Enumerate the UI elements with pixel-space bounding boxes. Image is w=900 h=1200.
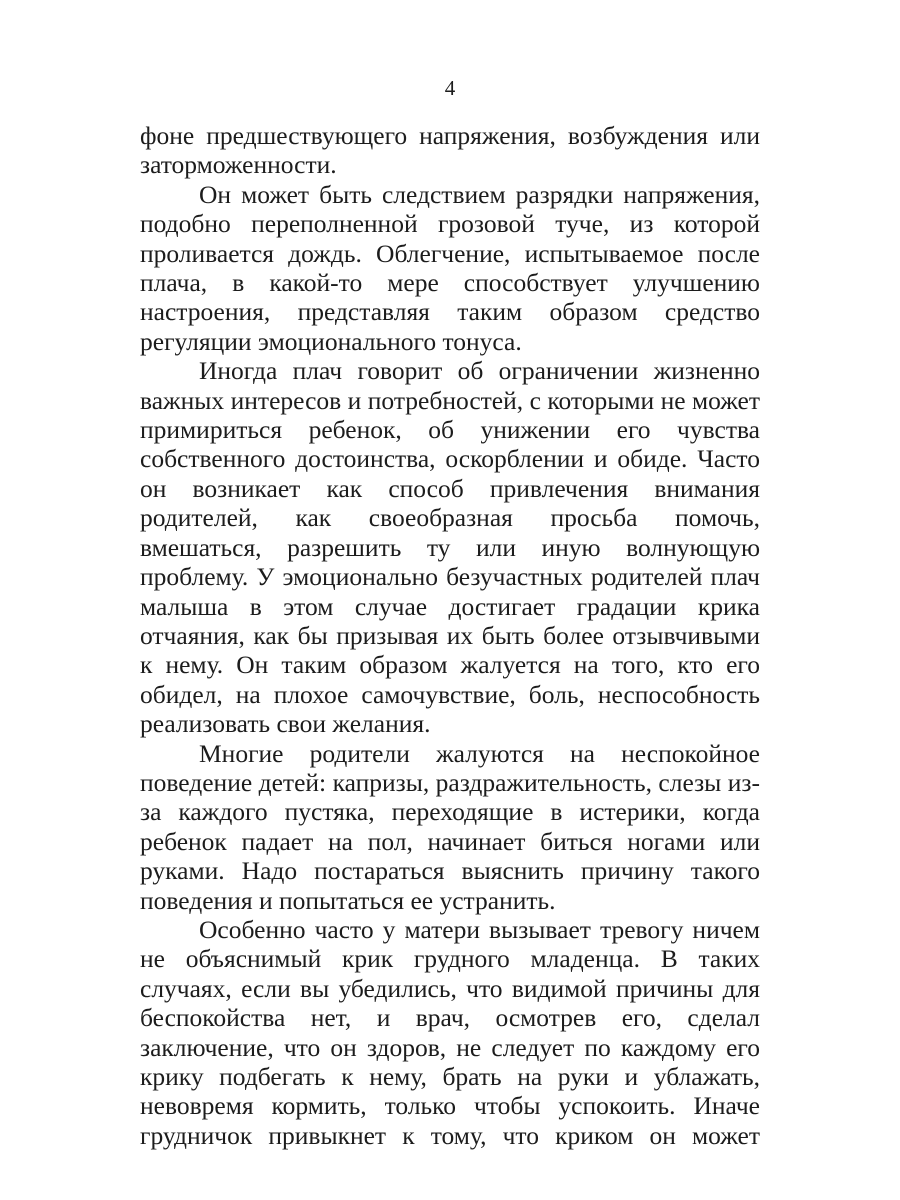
- paragraph-discharge: Он может быть следствием разрядки напряжения, подобно переполненной грозовой туче, из которой проливается дождь. Облегчение, испытываемое после плача, в какой-то мере способствует улучшению настроения, представляя таким образом средство регуляции эмоционального тонуса.: [140, 179, 760, 356]
- paragraph-continued: фоне предшествующего напряжения, возбуждения или заторможенности.: [140, 121, 760, 180]
- body-text: [140, 121, 760, 1150]
- paragraph-crying-meaning: Иногда плач говорит об ограничении жизненно важных интересов и потребностей, с которыми не может примириться ребенок, об унижении его чувства собственного достоинства, оскорблении и обиде. Часто он возникает как способ привлечения внимания родителей, как своеобразная просьба помочь, вмешаться, разрешить ту или иную волнующую проблему. У эмоционально безучастных родителей плач малыша в этом случае достигает градации крика отчаяния, как бы призывая их быть более отзывчивыми к нему. Он таким образом жалуется на того, кто его обидел, на плохое самочувствие, боль, неспособность реализовать свои желания.: [140, 356, 760, 739]
- paragraph-infant-crying: Особенно часто у матери вызывает тревогу ничем не объяснимый крик грудного младенца. В таких случаях, если вы убедились, что видимой причины для беспокойства нет, и врач, осмотрев его, сделал заключение, что он здоров, не следует по каждому его крику подбегать к нему, брать на руки и ублажать, невовремя кормить, только чтобы успокоить. Иначе грудничок привыкнет к тому, что криком он может: [140, 914, 760, 1150]
- page-number: 4: [444, 76, 456, 100]
- paragraph-restless-behavior: Многие родители жалуются на неспокойное поведение детей: капризы, раздражительность, слезы из-за каждого пустяка, переходящие в истерики, когда ребенок падает на пол, начинает биться ногами или руками. Надо постараться выяснить причину такого поведения и попытаться ее устранить.: [140, 738, 760, 915]
